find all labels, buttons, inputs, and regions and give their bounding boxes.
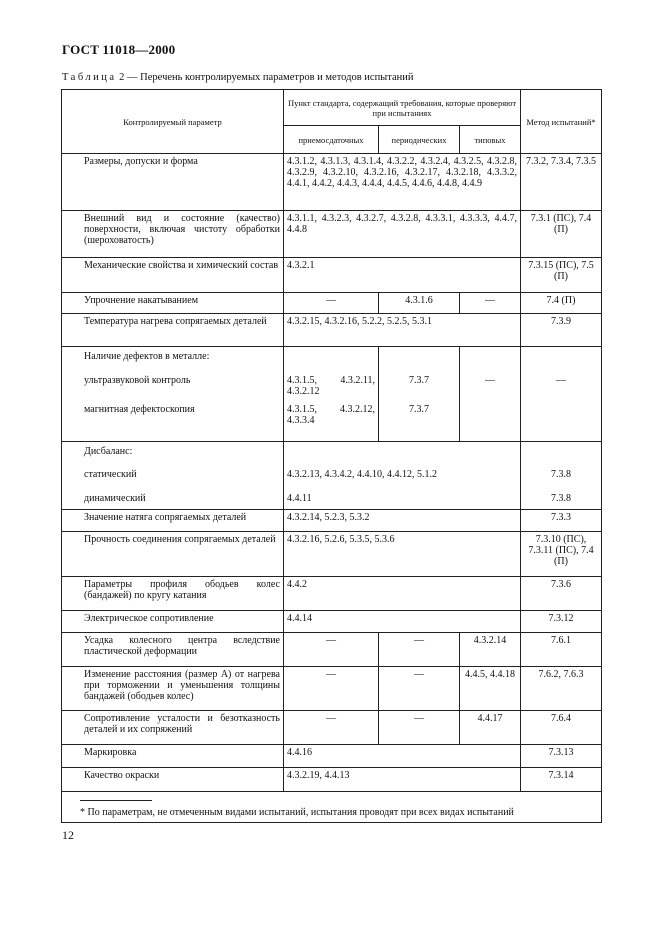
method-cell [521, 347, 602, 442]
clauses-cell: 4.3.2.15, 4.3.2.16, 5.2.2, 5.2.5, 5.3.1 [284, 314, 521, 347]
method-cell: 7.3.2, 7.3.4, 7.3.5 [521, 154, 602, 211]
type-cell [460, 347, 521, 442]
type-cell: 4.4.17 [460, 711, 521, 745]
param-cell: Значение натяга сопрягаемых деталей [62, 510, 284, 532]
param-cell: Сопротивление усталости и безотказность деталей и их сопряжений [62, 711, 284, 745]
clauses-cell: 4.4.2 [284, 577, 521, 611]
param-cell: Качество окраски [62, 768, 284, 792]
caption-label: Таблица [62, 72, 117, 83]
clauses-cell: 4.4.16 [284, 745, 521, 768]
param-cell [62, 347, 284, 442]
parameters-table [61, 89, 602, 823]
clauses-cell [284, 442, 521, 510]
clauses-cell: 4.3.1.1, 4.3.2.3, 4.3.2.7, 4.3.2.8, 4.3.3.1, 4.3.3.3, 4.4.7, 4.4.8 [284, 211, 521, 258]
periodic-cell [379, 347, 460, 442]
method-cell: 7.4 (П) [521, 293, 602, 314]
method-cell [521, 442, 602, 510]
periodic-cell: — [379, 667, 460, 711]
method-cell: 7.3.10 (ПС), 7.3.11 (ПС), 7.4 (П) [521, 532, 602, 577]
acceptance-cell: — [284, 633, 379, 667]
method-cell: 7.3.9 [521, 314, 602, 347]
param-cell [62, 442, 284, 510]
sub-value: 4.3.2.13, 4.3.4.2, 4.4.10, 4.4.12, 5.1.2 [287, 469, 437, 480]
table-row [62, 258, 602, 293]
param-cell: Внешний вид и состояние (качество) поверхности, включая чистоту обработки (шероховатость) [62, 211, 284, 258]
footnote-row [62, 792, 602, 823]
table-row [62, 347, 602, 442]
param-cell: Упрочнение накатыванием [62, 293, 284, 314]
periodic-cell: — [379, 711, 460, 745]
table-row [62, 211, 602, 258]
table-row [62, 745, 602, 768]
sub-value: 7.3.8 [551, 469, 571, 480]
group-title: Дисбаланс: [84, 446, 133, 457]
table-row [62, 633, 602, 667]
param-cell: Температура нагрева сопрягаемых деталей [62, 314, 284, 347]
col-header-periodic: периодических [379, 126, 460, 154]
method-cell: 7.3.6 [521, 577, 602, 611]
table-caption [62, 72, 413, 83]
table-row [62, 577, 602, 611]
param-cell: Размеры, допуски и форма [62, 154, 284, 211]
type-cell: — [460, 293, 521, 314]
col-header-type: типовых [460, 126, 521, 154]
document-header: ГОСТ 11018—2000 [62, 42, 176, 57]
col-header-method: Метод испытаний* [521, 90, 602, 154]
acceptance-cell: — [284, 293, 379, 314]
sub-value: 7.3.8 [551, 493, 571, 504]
clauses-cell: 4.3.1.2, 4.3.1.3, 4.3.1.4, 4.3.2.2, 4.3.2.4, 4.3.2.5, 4.3.2.8, 4.3.2.9, 4.3.2.10, 4.3.2.16, 4.3.2.17, 4.3.2.18, 4.3.3.2, 4.4.1, 4.4.2, 4.4.3, 4.4.4, 4.4.5, 4.4.6, 4.4.8, 4.4.9 [284, 154, 521, 211]
table-row [62, 154, 602, 211]
sub-param: ультразвуковой контроль [84, 375, 191, 386]
method-cell: 7.3.1 (ПС), 7.4 (П) [521, 211, 602, 258]
periodic-cell: — [379, 633, 460, 667]
param-cell: Механические свойства и химический состав [62, 258, 284, 293]
method-cell: 7.6.1 [521, 633, 602, 667]
param-cell: Параметры профиля ободьев колес (бандажей) по кругу катания [62, 577, 284, 611]
method-cell: 7.3.15 (ПС), 7.5 (П) [521, 258, 602, 293]
sub-value: 7.3.7 [409, 404, 429, 415]
sub-value: 4.4.11 [287, 493, 312, 504]
clauses-cell: 4.3.2.14, 5.2.3, 5.3.2 [284, 510, 521, 532]
type-cell: 4.3.2.14 [460, 633, 521, 667]
table-row [62, 510, 602, 532]
group-title: Наличие дефектов в металле: [84, 351, 210, 362]
sub-value: — [556, 375, 566, 386]
acceptance-cell: — [284, 711, 379, 745]
param-cell: Маркировка [62, 745, 284, 768]
footnote-divider [80, 800, 152, 801]
method-cell: 7.3.14 [521, 768, 602, 792]
clauses-cell: 4.3.2.1 [284, 258, 521, 293]
col-header-acceptance: приемосдаточных [284, 126, 379, 154]
table-row [62, 768, 602, 792]
acceptance-cell [284, 347, 379, 442]
clauses-cell: 4.3.2.19, 4.4.13 [284, 768, 521, 792]
sub-value: — [485, 375, 495, 386]
param-cell: Электрическое сопротивление [62, 611, 284, 633]
method-cell: 7.3.12 [521, 611, 602, 633]
sub-param: статический [84, 469, 137, 480]
clauses-cell: 4.4.14 [284, 611, 521, 633]
sub-param: динамический [84, 493, 146, 504]
table-row [62, 442, 602, 510]
param-cell: Усадка колесного центра вследствие пластической деформации [62, 633, 284, 667]
clauses-cell: 4.3.2.16, 5.2.6, 5.3.5, 5.3.6 [284, 532, 521, 577]
sub-value: 7.3.7 [409, 375, 429, 386]
col-header-clause-group: Пункт стандарта, содержащий требования, которые проверяют при испытаниях [284, 90, 521, 126]
footnote-text: * По параметрам, не отмеченным видами испытаний, испытания проводят при всех видах испытаний [80, 807, 514, 818]
sub-param: магнитная дефектоскопия [84, 404, 195, 415]
footnote-cell [62, 792, 602, 823]
table-row [62, 611, 602, 633]
page-number: 12 [62, 828, 74, 842]
col-header-param: Контролируемый параметр [62, 90, 284, 154]
type-cell: 4.4.5, 4.4.18 [460, 667, 521, 711]
table-row [62, 711, 602, 745]
table-row [62, 314, 602, 347]
sub-value: 4.3.1.5, 4.3.2.11, 4.3.2.12 [287, 375, 375, 397]
param-cell: Изменение расстояния (размер А) от нагрева при торможении и уменьшения толщины бандажей (ободьев колес) [62, 667, 284, 711]
method-cell: 7.3.3 [521, 510, 602, 532]
acceptance-cell: — [284, 667, 379, 711]
table-row [62, 532, 602, 577]
caption-text: 2 — Перечень контролируемых параметров и методов испытаний [116, 72, 414, 83]
method-cell: 7.6.4 [521, 711, 602, 745]
method-cell: 7.3.13 [521, 745, 602, 768]
periodic-cell: 4.3.1.6 [379, 293, 460, 314]
sub-value: 4.3.1.5, 4.3.2.12, 4.3.3.4 [287, 404, 375, 426]
param-cell: Прочность соединения сопрягаемых деталей [62, 532, 284, 577]
table-row [62, 293, 602, 314]
method-cell: 7.6.2, 7.6.3 [521, 667, 602, 711]
table-row [62, 667, 602, 711]
